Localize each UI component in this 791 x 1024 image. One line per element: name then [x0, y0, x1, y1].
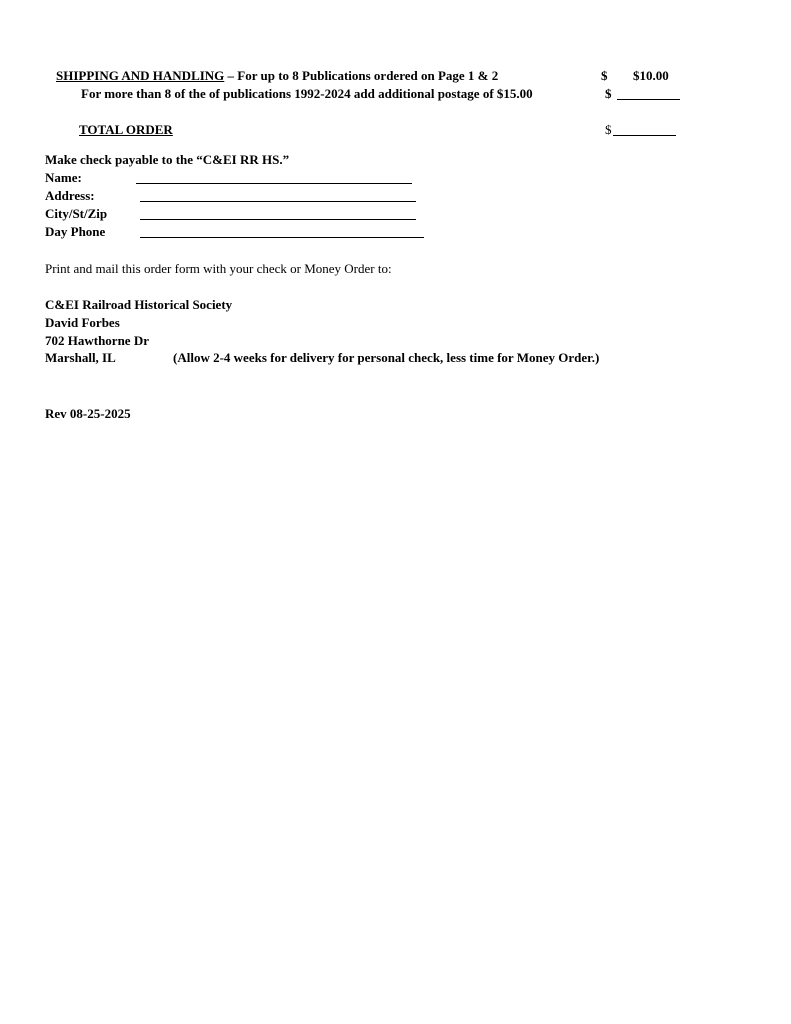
mail-instruction: Print and mail this order form with your check or Money Order to:	[45, 261, 392, 276]
shipping-heading: SHIPPING AND HANDLING	[56, 68, 225, 83]
city-st-zip-field[interactable]	[140, 219, 416, 220]
address-org: C&EI Railroad Historical Society	[45, 297, 233, 312]
shipping-line-2: For more than 8 of the of publications 1992-2024 add additional postage of $15.00	[81, 86, 533, 101]
name-field[interactable]	[136, 183, 412, 184]
address-field[interactable]	[140, 201, 416, 202]
total-order-dollar: $	[605, 122, 612, 137]
total-order-field[interactable]	[613, 135, 676, 136]
delivery-note: (Allow 2-4 weeks for delivery for personal check, less time for Money Order.)	[173, 350, 600, 365]
shipping-line-1	[56, 68, 498, 84]
address-city: Marshall, IL	[45, 350, 116, 365]
shipping-line-1-text: – For up to 8 Publications ordered on Page 1 & 2	[224, 68, 499, 83]
shipping-line-2-dollar: $	[605, 86, 612, 101]
address-label: Address:	[45, 188, 95, 203]
address-street: 702 Hawthorne Dr	[45, 333, 149, 348]
total-order-label: TOTAL ORDER	[79, 122, 173, 137]
city-st-zip-label: City/St/Zip	[45, 206, 108, 221]
shipping-line-1-dollar: $	[601, 68, 608, 83]
address-name: David Forbes	[45, 315, 120, 330]
shipping-flat-amount: $10.00	[633, 68, 669, 83]
revision-date: Rev 08-25-2025	[45, 406, 131, 421]
additional-postage-field[interactable]	[617, 99, 680, 100]
payable-to-text: Make check payable to the “C&EI RR HS.”	[45, 152, 290, 167]
day-phone-label: Day Phone	[45, 224, 106, 239]
day-phone-field[interactable]	[140, 237, 424, 238]
name-label: Name:	[45, 170, 82, 185]
